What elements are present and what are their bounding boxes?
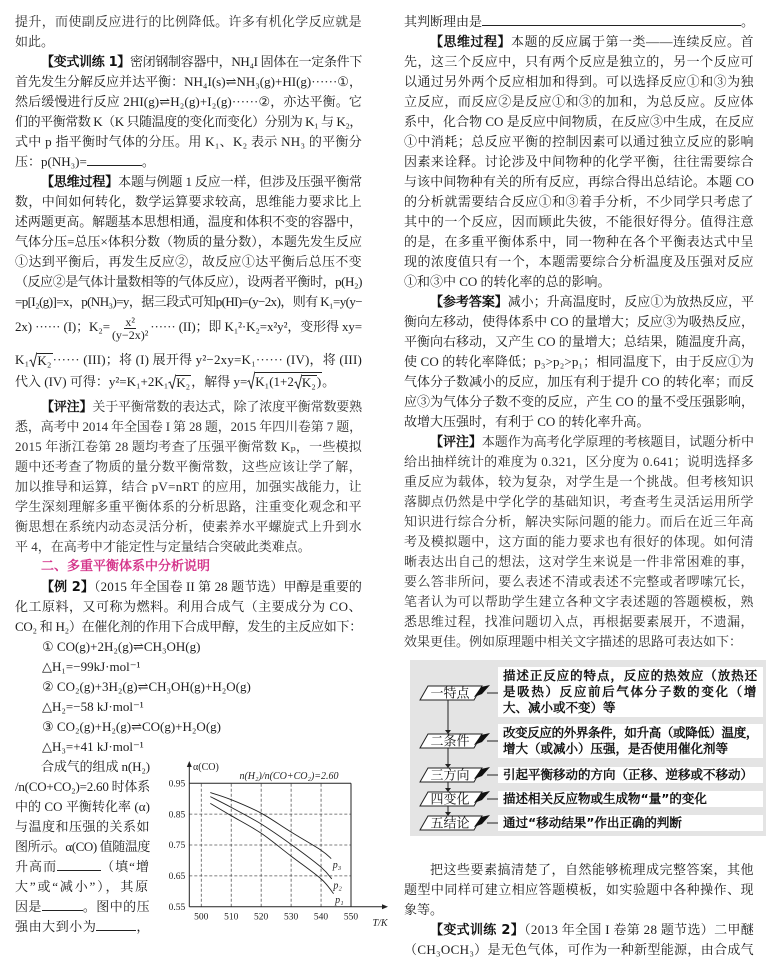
section-heading: 二、多重平衡体系中分析说明 — [41, 559, 211, 574]
text-line: 增大（或减小）压强，是否使用催化剂等 — [503, 741, 729, 756]
text-line — [15, 917, 150, 937]
y-tick-label: 0.75 — [168, 841, 186, 852]
answer-blank — [57, 859, 101, 871]
flow-step-5 — [420, 815, 498, 832]
math-line-solution — [15, 371, 362, 393]
arrow-down-icon — [445, 764, 451, 768]
text-line: 气体分压=总压×体积分数（物质的量分数），本题先发生反应 — [15, 234, 362, 249]
step-label: 一特点 — [430, 686, 470, 702]
fraction-denominator: (y−2x)² — [111, 327, 149, 342]
text-line: =p[I₂(g)]=x，p(NH₃)=y，据三段式可知p(HI)=(y−2x)，则有 K₁=y(y− — [15, 294, 362, 309]
flowchart-diagram — [410, 660, 500, 836]
y-tick-label: 0.85 — [168, 810, 186, 821]
text-run: （2013 年全国 I 卷第 28 题节选）二甲醚 — [524, 922, 755, 937]
comment-first-line — [404, 432, 754, 452]
text-line: 描述正反应的特点，反应的热效应（放热还 — [503, 668, 758, 683]
thinking-process-label: 【思维过程】 — [430, 35, 511, 50]
text-line: 如此。 — [15, 34, 55, 49]
thinking-process-label: 【思维过程】 — [41, 175, 119, 190]
step-label: 四变化 — [430, 792, 470, 808]
flow-step-1-description — [498, 667, 763, 717]
text-run: ) — [316, 374, 322, 389]
reference-answer-label: 【参考答案】 — [430, 295, 508, 310]
square-root — [168, 374, 191, 389]
y-axis-arrow-icon — [187, 761, 192, 767]
answer-blank — [87, 154, 142, 166]
series-label: p₂ — [333, 880, 342, 892]
text-line: 的是，在多重平衡体系中，同一物种在各个平衡表达式中呈 — [404, 234, 754, 249]
text-line: 中的 CO 平衡转化率 (α) — [15, 799, 150, 814]
text-line: 效果更佳。例如原理题中相关文字描述的思路可表达如下： — [404, 634, 743, 649]
text-run: ······ (II)；即 K₁²·K₂=x²y²，变形得 xy= — [150, 319, 362, 334]
text-line: 要么答非所问，要么表述不清或表述不完整或者啰嗦冗长， — [404, 574, 754, 589]
x-tick-label: 520 — [254, 912, 269, 923]
text-line — [15, 897, 150, 917]
comment-label: 【评注】 — [430, 435, 482, 450]
square-root-outer — [247, 371, 322, 389]
text-run: 升高而 — [15, 859, 58, 874]
series-line — [210, 793, 331, 859]
text-run: ， — [136, 919, 150, 934]
reaction-enthalpy: △H₃=+41 kJ·mol⁻¹ — [42, 739, 144, 754]
series-line — [210, 797, 331, 879]
variant-training-1-label: 【变式训练 1】 — [41, 55, 130, 70]
text-line: 数，中间如何转化，数学运算要求较高，思维能力要求比上 — [15, 194, 362, 209]
text-line: （反应②是气体计量数相等的气体反应），设两者平衡时，p(H₂) — [15, 274, 362, 289]
text-line — [15, 857, 150, 877]
step-label: 二条件 — [430, 734, 470, 750]
reaction-equation: ③ CO₂(g)+H₂(g)⇌CO(g)+H₂O(g) — [42, 719, 221, 734]
text-line: 以通过另外两个反应相加和得到。可以选择反应①和③为独 — [404, 74, 754, 89]
radical-sign-icon — [168, 374, 176, 389]
text-line: 系中，化合物 CO 是反应中间物质，在反应③中生成，在反应 — [404, 114, 754, 129]
text-line: 述两题更高。解题基本思想相通，温度和体积不变的容器中， — [15, 214, 362, 229]
text-line: 悉，高考中 2014 年全国卷 I 第 28 题，2015 年四川卷第 7 题， — [15, 419, 362, 434]
y-tick-label: 0.55 — [168, 902, 186, 913]
example-2-label: 【例 2】 — [41, 580, 95, 595]
fraction-numerator: x² — [125, 314, 135, 329]
x-tick-label: 510 — [224, 912, 239, 923]
answer-blank — [96, 919, 136, 931]
radical-sign-icon — [294, 374, 302, 389]
comment-label: 【评注】 — [41, 400, 93, 415]
chart-title: n(H₂)/n(CO+CO₂)=2.60 — [239, 771, 339, 782]
thinking-process-first-line — [404, 32, 754, 52]
right-column — [404, 12, 754, 652]
text-line: 大”或“减小”），其原 — [15, 879, 150, 894]
radical-sign-icon — [247, 371, 255, 389]
text-line: 然后缓慢进行反应 2HI(g)⇌H₂(g)+I₂(g)······②，亦达平衡。它 — [15, 94, 362, 109]
text-line: 悉思维过程，找准问题切入点，再根据要素展开，不遗漏， — [404, 614, 754, 629]
text-run: （填“增 — [101, 859, 151, 874]
text-line: 衡思想在系统内动态灵活分析，使素养水平螺旋式上升到水 — [15, 519, 362, 534]
text-line: 改变反应的外界条件，如升高（或降低）温度， — [503, 725, 758, 740]
text-line: 考及模拟题中，这方面的能力要求也有很好的体现。如何清 — [404, 534, 754, 549]
flow-arrow — [445, 782, 451, 792]
comment-first-line — [15, 397, 362, 417]
text-line: /n(CO+CO₂)=2.60 时体系 — [15, 779, 150, 794]
text-run: 压：p(NH₃)= — [15, 154, 87, 169]
text-run: 因是 — [15, 899, 42, 914]
flow-step-4 — [420, 791, 498, 808]
text-line: ①和③中 CO 的转化率的总的影响。 — [404, 274, 611, 289]
x-tick-label: 550 — [343, 912, 359, 923]
flow-step-5-description — [498, 815, 763, 831]
text-run: 本题的反应属于第一类——连续反应。首 — [511, 34, 754, 49]
text-line: 立反应，而反应②是反应①和③的加和，为总反应。反应体 — [404, 94, 754, 109]
text-run: 。图中的压 — [82, 899, 150, 914]
answer-template-flowchart — [410, 660, 766, 836]
chart-axes — [187, 761, 388, 909]
text-line: 因素来诠释。讨论涉及中间物种的化学平衡，往往需要综合 — [404, 154, 754, 169]
reaction-enthalpy: △H₂=−58 kJ·mol⁻¹ — [42, 699, 144, 714]
text-line: 象等。 — [404, 902, 444, 917]
text-line: 衡向左移动，使得体系中 CO 的量增大；反应③为吸热反应， — [404, 314, 754, 329]
text-line: 重反应为载体，较为复杂，对学生是一个挑战。但考核知识 — [404, 474, 754, 489]
chart-tick-labels — [169, 780, 359, 923]
math-line-sqrt — [15, 350, 362, 370]
text-line: 式中 p 指平衡时气体的分压。用 K₁、K₂ 表示 NH₃ 的平衡分 — [15, 134, 362, 149]
text-line: 故增大压强时，有利于 CO 的转化率升高。 — [404, 414, 650, 429]
text-line: 与该中间物种有关的所有反应，再综合得出总结论。本题 CO — [404, 174, 754, 189]
text-line: CO₂ 和 H₂）在催化剂的作用下合成甲醇，发生的主反应如下： — [15, 619, 362, 634]
text-line: 与温度和压强的关系如 — [15, 819, 150, 834]
flow-arrow — [445, 700, 451, 734]
right-column-continued — [404, 860, 754, 960]
text-line: 平 4，在高考中才能定性与定量结合突破此类难点。 — [15, 539, 311, 554]
chart-series — [210, 793, 343, 907]
variant-training-1-first-line — [15, 52, 362, 72]
math-line-fraction — [15, 313, 362, 341]
text-run: 。 — [741, 14, 755, 29]
text-line: 其中的一个反应，因而顾此失彼，不能很好得分。值得注意 — [404, 214, 754, 229]
variant-training-2-first-line — [404, 920, 754, 940]
flow-step-4-description — [498, 791, 763, 807]
text-line: 化工原料，又可称为燃料。利用合成气（主要成分为 CO、 — [15, 599, 362, 614]
text-line: 气体分子数减小的反应，加压有利于提升 CO 的转化率；而反 — [404, 374, 754, 389]
reference-answer-first-line — [404, 292, 754, 312]
text-run: 。 — [322, 374, 336, 389]
text-line: ①中消耗；总反应平衡的控制因素可以通过独立反应的影响 — [404, 134, 754, 149]
text-run: 密闭钢制容器中，NH₄I 固体在一定条件下 — [129, 54, 362, 69]
text-line: 们的平衡常数 K（K 只随温度的变化而变化）分别为 K₁ 与 K₂， — [15, 114, 362, 129]
text-line: ①达到平衡后，再发生反应②，故反应①达平衡后总压不变 — [15, 254, 362, 269]
text-line: 是吸热）反应前后气体分子数的变化（增 — [503, 684, 758, 699]
x-tick-label: 500 — [194, 912, 209, 923]
text-run: 关于平衡常数的表达式，除了浓度平衡常数要熟 — [92, 399, 362, 414]
text-run: 2x) ······ (I)；K₂= — [15, 319, 110, 334]
reaction-enthalpy: △H₁=−99kJ·mol⁻¹ — [42, 659, 141, 674]
co-conversion-chart — [155, 755, 390, 940]
x-tick-label: 540 — [313, 912, 329, 923]
reaction-equation: ① CO(g)+2H₂(g)⇌CH₃OH(g) — [42, 639, 201, 654]
text-line: 加以推导和运算，结合 pV=nRT 的应用，加强实战能力，让 — [15, 479, 362, 494]
step-label: 五结论 — [430, 816, 470, 832]
text-line: 使 CO 的转化率降低；p₃>p₂>p₁；相同温度下，由于反应①为 — [404, 354, 754, 369]
question-text — [15, 757, 150, 937]
text-run: K₁ — [15, 352, 30, 367]
square-root — [29, 352, 52, 367]
text-run: ，解得 y= — [191, 374, 248, 389]
y-tick-label: 0.65 — [168, 872, 186, 883]
radical-sign-icon — [29, 352, 37, 367]
text-line: 应③为气体分子数不变的反应，产生 CO 的量不受压强影响， — [404, 394, 754, 409]
radicand-outer — [255, 372, 322, 389]
text-line: 知识进行综合分析，解决实际问题的能力。而后在近三年高 — [404, 514, 754, 529]
square-root-inner — [294, 374, 317, 389]
text-run: 其判断理由是 — [404, 14, 483, 29]
flow-step-3-description — [498, 767, 763, 783]
x-axis-arrow-icon — [382, 904, 388, 909]
example-2-first-line — [15, 577, 362, 597]
text-line: 通过“移动结果”作出正确的判断 — [503, 815, 682, 830]
text-line: 首先发生分解反应并达平衡：NH₄I(s)⇌NH₃(g)+HI(g)······①， — [15, 74, 362, 89]
chart-x-axis-label: T/K — [372, 918, 388, 929]
text-line: 图所示。α(CO) 值随温度 — [15, 839, 150, 854]
radicand-inner: K₂ — [301, 375, 316, 390]
text-run: （2015 年全国卷 II 第 28 题节选）甲醇是重要的 — [94, 579, 362, 594]
text-run: 本题与例题 1 反应一样，但涉及压强平衡常 — [118, 174, 362, 189]
step-label: 三方向 — [430, 768, 470, 784]
fraction — [111, 316, 149, 341]
text-line: 2015 年浙江卷第 28 题均考查了压强平衡常数 Kₚ，一些模拟 — [15, 439, 362, 454]
judgement-line — [404, 12, 754, 32]
text-line: （CH₃OCH₃）是无色气体，可作为一种新型能源，由合成气 — [404, 942, 754, 957]
reaction-equation: ② CO₂(g)+3H₂(g)⇌CH₃OH(g)+H₂O(g) — [42, 679, 251, 694]
answer-blank — [482, 14, 741, 26]
text-run: ······ (III)；将 (I) 展开得 y²−2xy=K₁······ (IV)，将 (III) — [52, 352, 362, 367]
answer-blank — [42, 899, 83, 911]
text-line: 的分析就需要结合反应①和③着手分析，不少同学只考虑了 — [404, 194, 754, 209]
flow-step-3 — [420, 767, 498, 784]
chart-y-axis-label: α(CO) — [193, 762, 219, 773]
arrow-down-icon — [445, 812, 451, 816]
series-line — [210, 803, 333, 893]
text-line: 题型中同样可建立相应答题模板，如实验题中各种操作、现 — [404, 882, 754, 897]
text-line: 大、减小或不变）等 — [503, 700, 616, 715]
text-line: 现的浓度值只有一个，本题需要综合分析温度及压强对反应 — [404, 254, 754, 269]
text-line: 学生深刻理解多重平衡体系的分析思路，注重变化观念和平 — [15, 499, 362, 514]
text-run: 减小；升高温度时，反应①为放热反应，平 — [507, 294, 754, 309]
chart-grid — [189, 783, 351, 906]
arrow-down-icon — [445, 730, 451, 734]
radicand: K₂ — [176, 375, 191, 390]
text-line: 先，这三个反应中，只有两个反应是独立的，另一个反应可 — [404, 54, 754, 69]
text-run: K₁(1+2 — [255, 374, 294, 389]
arrow-down-icon — [445, 788, 451, 792]
flow-arrow — [445, 748, 451, 768]
y-tick-label: 0.95 — [168, 779, 186, 790]
text-line: 落脚点仍然是中学化学的基础知识，考查考生灵活运用所学 — [404, 494, 754, 509]
flow-step-2-description — [498, 724, 763, 758]
text-run: 代入 (IV) 可得：y²=K₁+2K₁ — [15, 374, 169, 389]
text-run: 本题作为高考化学原理的考核题目，试题分析中 — [481, 434, 754, 449]
x-tick-label: 530 — [283, 912, 299, 923]
radicand: K₂ — [37, 353, 52, 368]
thinking-process-first-line — [15, 172, 362, 192]
text-line: 笔者认为可以帮助学生建立各种文字表述题的答题模板，熟 — [404, 594, 754, 609]
text-line: 把这些要素搞清楚了，自然能够梳理成完整答案，其他 — [430, 862, 754, 877]
text-line: 平衡向右移动，又产生 CO 的量增大；总结果，随温度升高， — [404, 334, 754, 349]
flow-arrow — [445, 806, 451, 816]
text-line: 提升，而使副反应进行的比例降低。许多有机化学反应就是 — [15, 14, 362, 29]
text-line: 给出抽样统计的难度为 0.321，区分度为 0.641；说明选择多 — [404, 454, 754, 469]
flow-step-2 — [420, 733, 498, 750]
text-line: 晰表达出自己的想法，这对学生来说是一件非常困难的事， — [404, 554, 754, 569]
variant-training-2-label: 【变式训练 2】 — [430, 923, 525, 938]
text-line: 引起平衡移动的方向（正移、逆移或不移动） — [503, 767, 754, 782]
text-line: 描述相关反应物或生成物“量”的变化 — [503, 791, 707, 806]
text-line: 题中还考查了物质的量分数平衡常数，这些应该让学了解， — [15, 459, 362, 474]
flow-step-1 — [420, 685, 498, 702]
text-line: 合成气的组成 n(H₂) — [41, 759, 150, 774]
text-run: 。 — [141, 154, 155, 169]
text-line — [15, 152, 362, 172]
series-label: p₃ — [332, 860, 342, 872]
text-run: 强由大到小为 — [15, 919, 97, 934]
series-label: p₁ — [335, 895, 344, 907]
